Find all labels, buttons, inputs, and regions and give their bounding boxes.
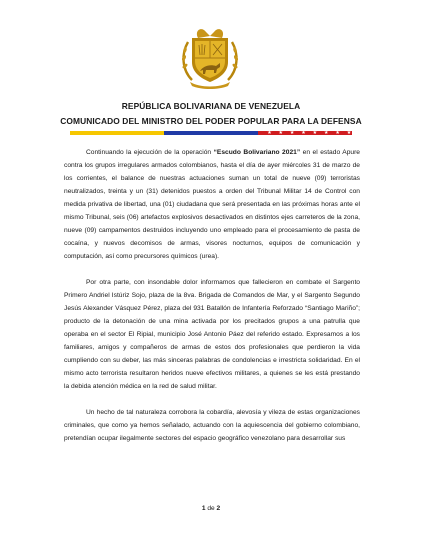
star-icon: ★ <box>301 130 306 136</box>
paragraph-text: en el estado Apure contra los grupos irregulares armados colombianos, hasta el día de ayer miércoles 31 de marzo de los corrientes, el balance de nuestras actuaciones suman un total de nueve (09) terroristas neutralizados, treinta y un (31) detenidos puestos a orden del Tribunal Militar 14 de Control con medida privativa de libertad, una (01) ciudadana que será presentada en las próximas horas ante el mismo Tribunal, seis (06) artefactos explosivos desactivados en distintos ejes carreteros de la zona, nueve (09) campamentos destruidos incluyendo uno empleado para el procesamiento de pasta de cocaína, y nuevos decomisos de armas, visores nocturnos, equipos de comunicación y computación, así como precursores químicos (urea). <box>64 149 360 260</box>
flag-stars <box>267 128 351 138</box>
star-icon: ★ <box>323 130 329 136</box>
flag-stripe-yellow <box>70 131 164 135</box>
page-total: 2 <box>216 505 221 512</box>
paragraph-text: Continuando la ejecución de la operación <box>86 149 214 156</box>
paragraph <box>64 406 360 445</box>
paragraph <box>64 276 360 393</box>
paragraph-text: Un hecho de tal naturaleza corrobora la cobardía, alevosía y vileza de estas organizaciones criminales, que como ya hemos señalado, actuando con la aquiescencia del gobierno colombiano, pretendían ocupar ilegalmente sectores del espacio geográfico venezolano para desarrollar sus <box>64 409 360 442</box>
page-separator: de <box>205 505 217 512</box>
star-icon: ★ <box>267 130 272 136</box>
coat-of-arms-icon <box>176 22 244 90</box>
document-title-ministry: COMUNICADO DEL MINISTRO DEL PODER POPULAR PARA LA DEFENSA <box>60 116 362 126</box>
document-title-country: REPÚBLICA BOLIVARIANA DE VENEZUELA <box>121 101 301 111</box>
operation-name: “Escudo Bolivariano 2021” <box>213 149 301 156</box>
star-icon: ★ <box>346 130 352 136</box>
page-current: 1 <box>201 505 206 512</box>
star-icon: ★ <box>312 130 318 136</box>
flag-divider <box>70 131 352 135</box>
page-number <box>0 505 422 512</box>
document-body <box>64 146 360 445</box>
star-icon: ★ <box>289 130 295 136</box>
star-icon: ★ <box>278 130 284 136</box>
paragraph-text: Por otra parte, con insondable dolor informamos que fallecieron en combate el Sargento Primero Andriel Istúriz Sojo, plaza de la 8va. Brigada de Comandos de Mar, y el Sargento Segundo Jesús Alexander Vásquez Pérez, plaza del 931 Batallón de Infantería Reforzado “Santiago Mariño”; producto de la detonación de una mina activada por los precitados grupos a una patrulla que operaba en el sector El Ripial, municipio José Antonio Páez del referido estado. Expresamos a los familiares, amigos y compañeros de armas de estos dos profesionales que perdieron la vida cumpliendo con su deber, las más sinceras palabras de condolencias e irrestricta solidaridad. En el mismo acto terrorista resultaron heridos nueve efectivos militares, a quienes se les está prestando la debida atención médica en la red de salud militar. <box>64 279 360 390</box>
flag-stripe-blue <box>164 130 352 136</box>
star-icon: ★ <box>335 130 340 136</box>
paragraph <box>64 146 360 263</box>
